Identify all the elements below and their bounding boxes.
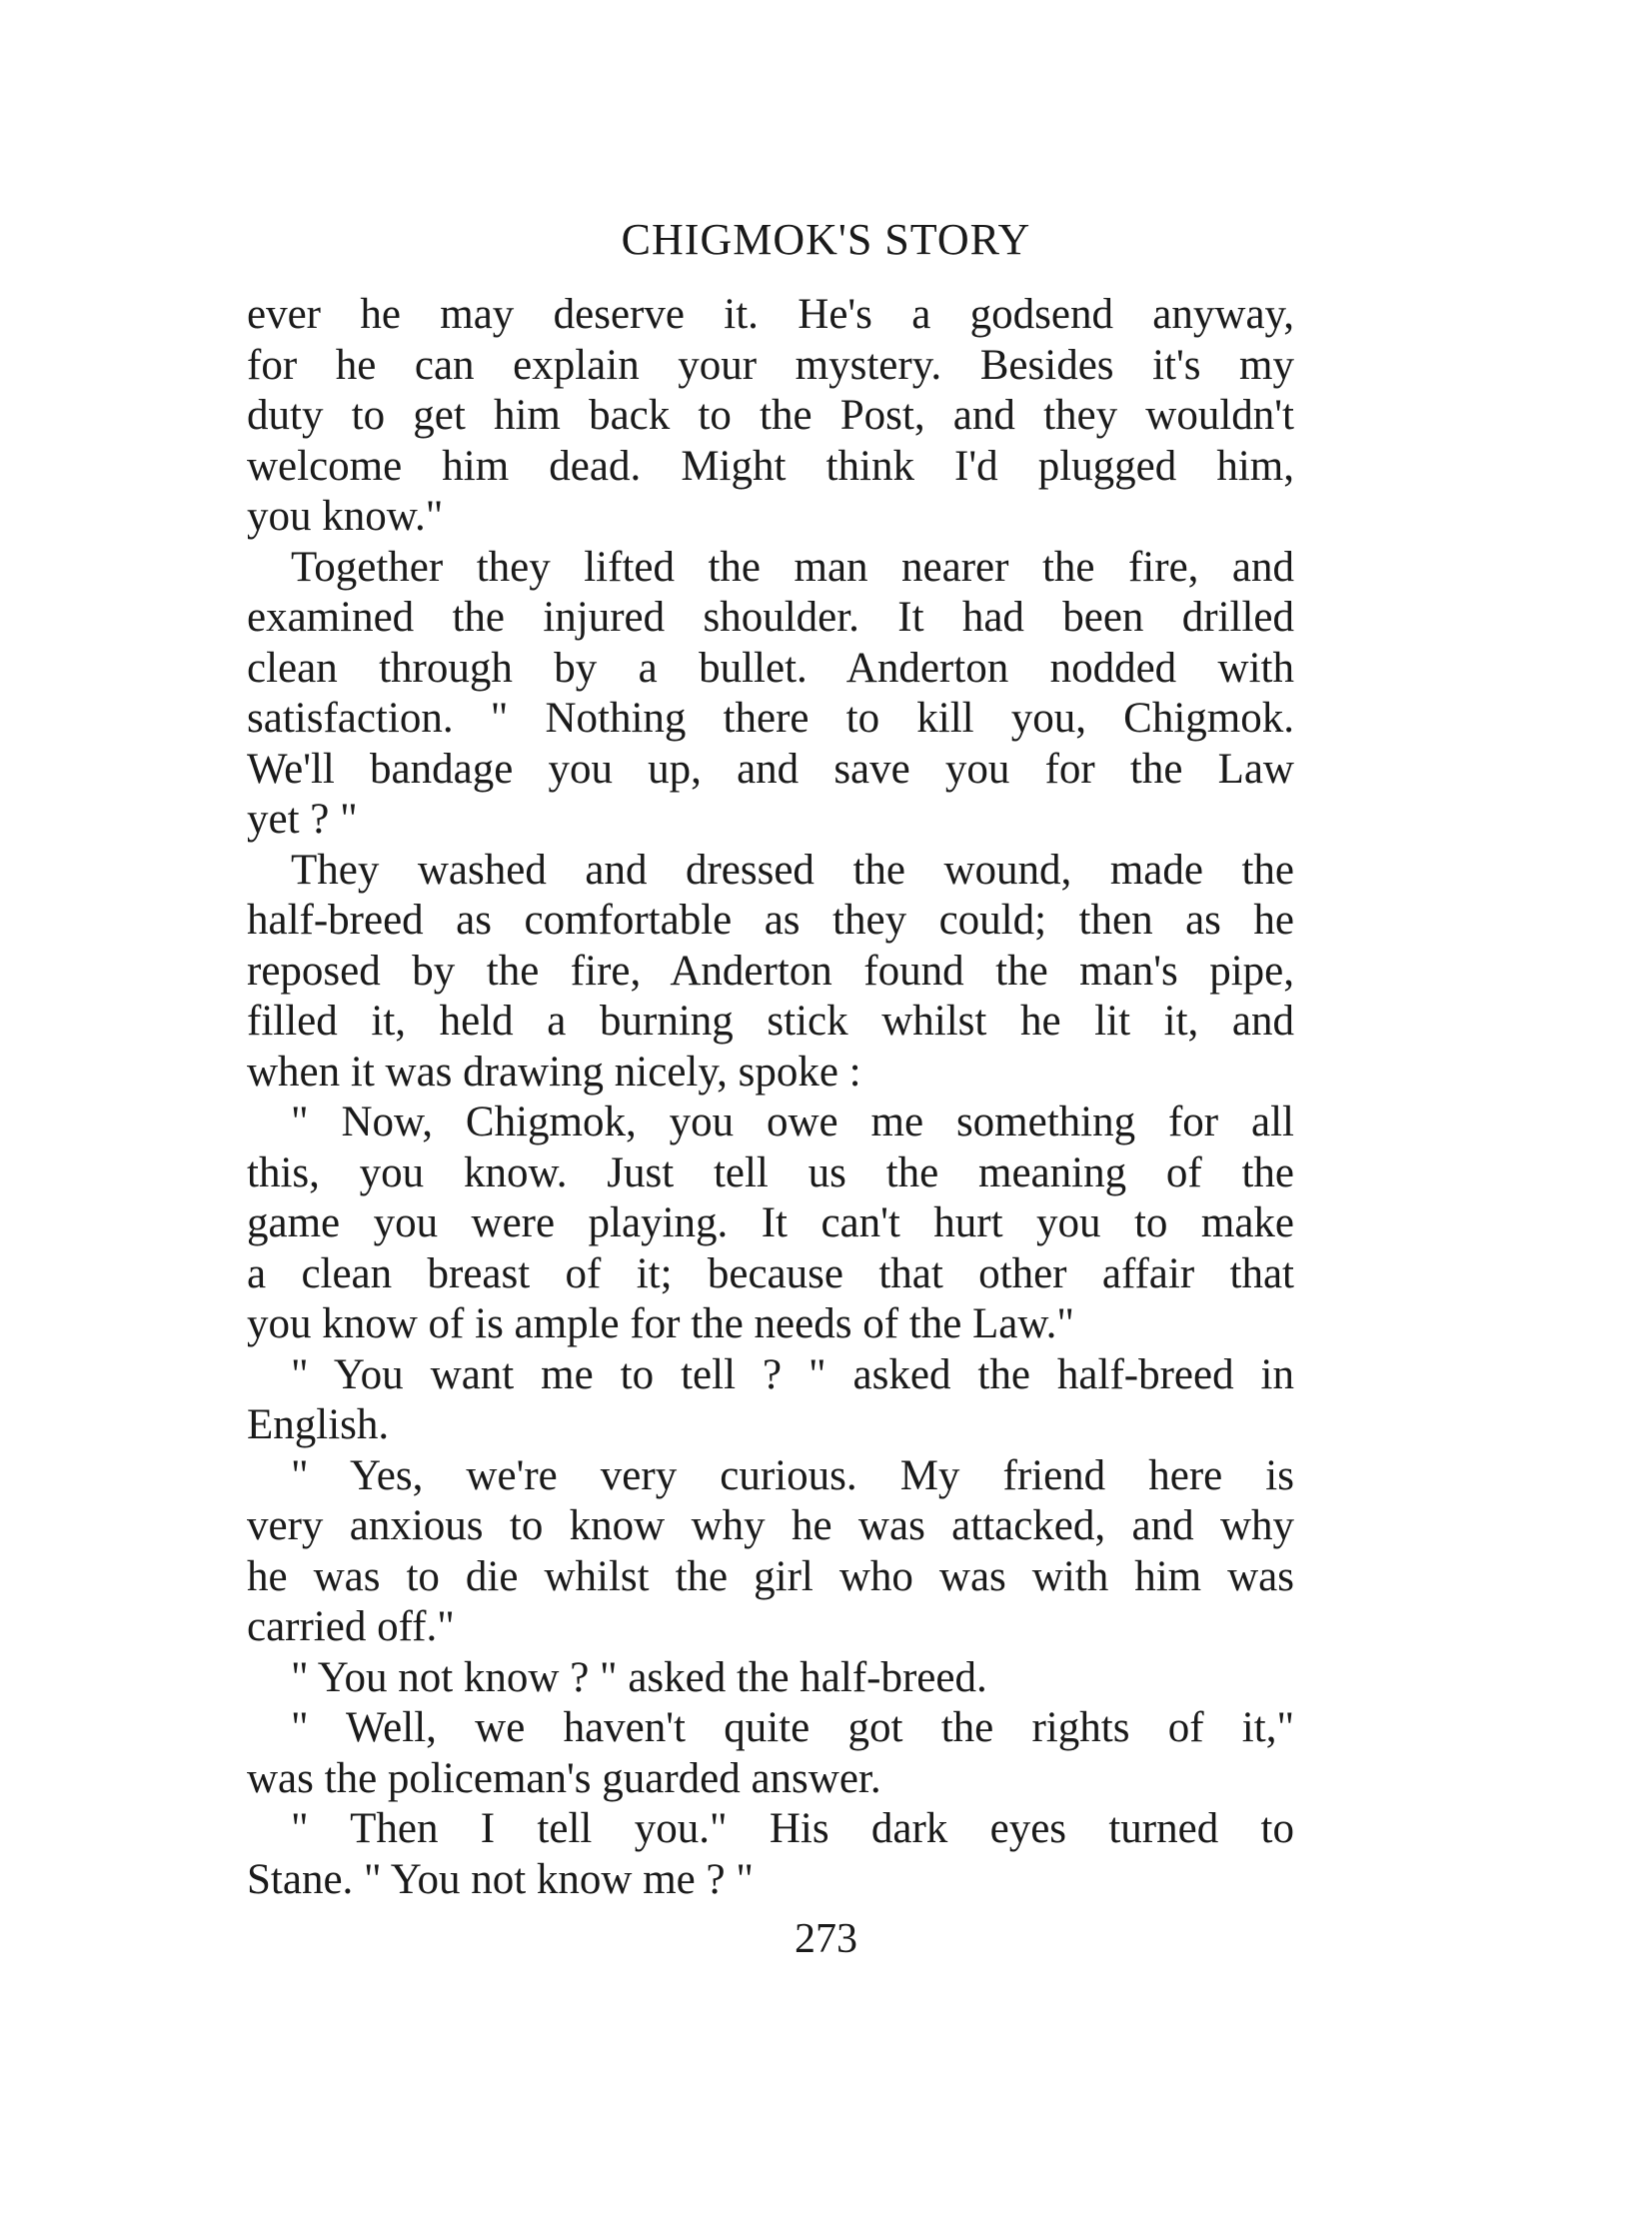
- text-line: " You not know ? " asked the half-breed.: [291, 1653, 987, 1701]
- text-line: " Well, we haven't quite got the rights of it,": [291, 1704, 1294, 1751]
- text-line: " Yes, we're very curious. My friend here is: [291, 1451, 1294, 1499]
- text-line: Stane. " You not know me ? ": [247, 1855, 754, 1903]
- text-line: for he can explain your mystery. Besides it's my: [247, 341, 1294, 389]
- text-line: filled it, held a burning stick whilst he lit it, and: [247, 998, 1294, 1045]
- page-number: 273: [795, 1916, 857, 1962]
- text-line: yet ? ": [247, 796, 358, 843]
- text-line: he was to die whilst the girl who was with him was: [247, 1552, 1294, 1600]
- text-line: reposed by the fire, Anderton found the man's pipe,: [247, 947, 1294, 995]
- body-text: [247, 290, 1294, 1905]
- text-line: game you were playing. It can't hurt you to make: [247, 1199, 1294, 1246]
- text-line: examined the injured shoulder. It had been drilled: [247, 594, 1294, 641]
- text-line: They washed and dressed the wound, made the: [291, 846, 1294, 894]
- text-line: satisfaction. " Nothing there to kill you, Chigmok.: [247, 695, 1294, 742]
- text-line: duty to get him back to the Post, and they wouldn't: [247, 392, 1294, 439]
- text-line: clean through by a bullet. Anderton nodded with: [247, 644, 1294, 692]
- text-line: " Now, Chigmok, you owe me something for all: [291, 1099, 1294, 1145]
- text-line: welcome him dead. Might think I'd plugged him,: [247, 442, 1294, 490]
- text-line: a clean breast of it; because that other affair that: [247, 1249, 1294, 1297]
- text-line: was the policeman's guarded answer.: [247, 1754, 881, 1802]
- text-line: Together they lifted the man nearer the fire, and: [291, 543, 1294, 591]
- text-line: when it was drawing nicely, spoke :: [247, 1048, 861, 1096]
- text-line: " Then I tell you." His dark eyes turned to: [291, 1805, 1294, 1852]
- text-line: very anxious to know why he was attacked, and why: [247, 1502, 1294, 1549]
- text-line: half-breed as comfortable as they could; then as he: [247, 897, 1294, 944]
- running-head: CHIGMOK'S STORY: [621, 215, 1031, 264]
- text-line: carried off.": [247, 1603, 455, 1650]
- text-line: English.: [247, 1401, 390, 1448]
- text-line: this, you know. Just tell us the meaning of the: [247, 1148, 1294, 1196]
- text-line: We'll bandage you up, and save you for the Law: [247, 745, 1294, 793]
- text-line: you know.": [247, 493, 444, 540]
- text-line: " You want me to tell ? " asked the half-breed in: [291, 1350, 1294, 1398]
- text-line: ever he may deserve it. He's a godsend anyway,: [247, 291, 1294, 338]
- text-line: you know of is ample for the needs of the Law.": [247, 1300, 1074, 1347]
